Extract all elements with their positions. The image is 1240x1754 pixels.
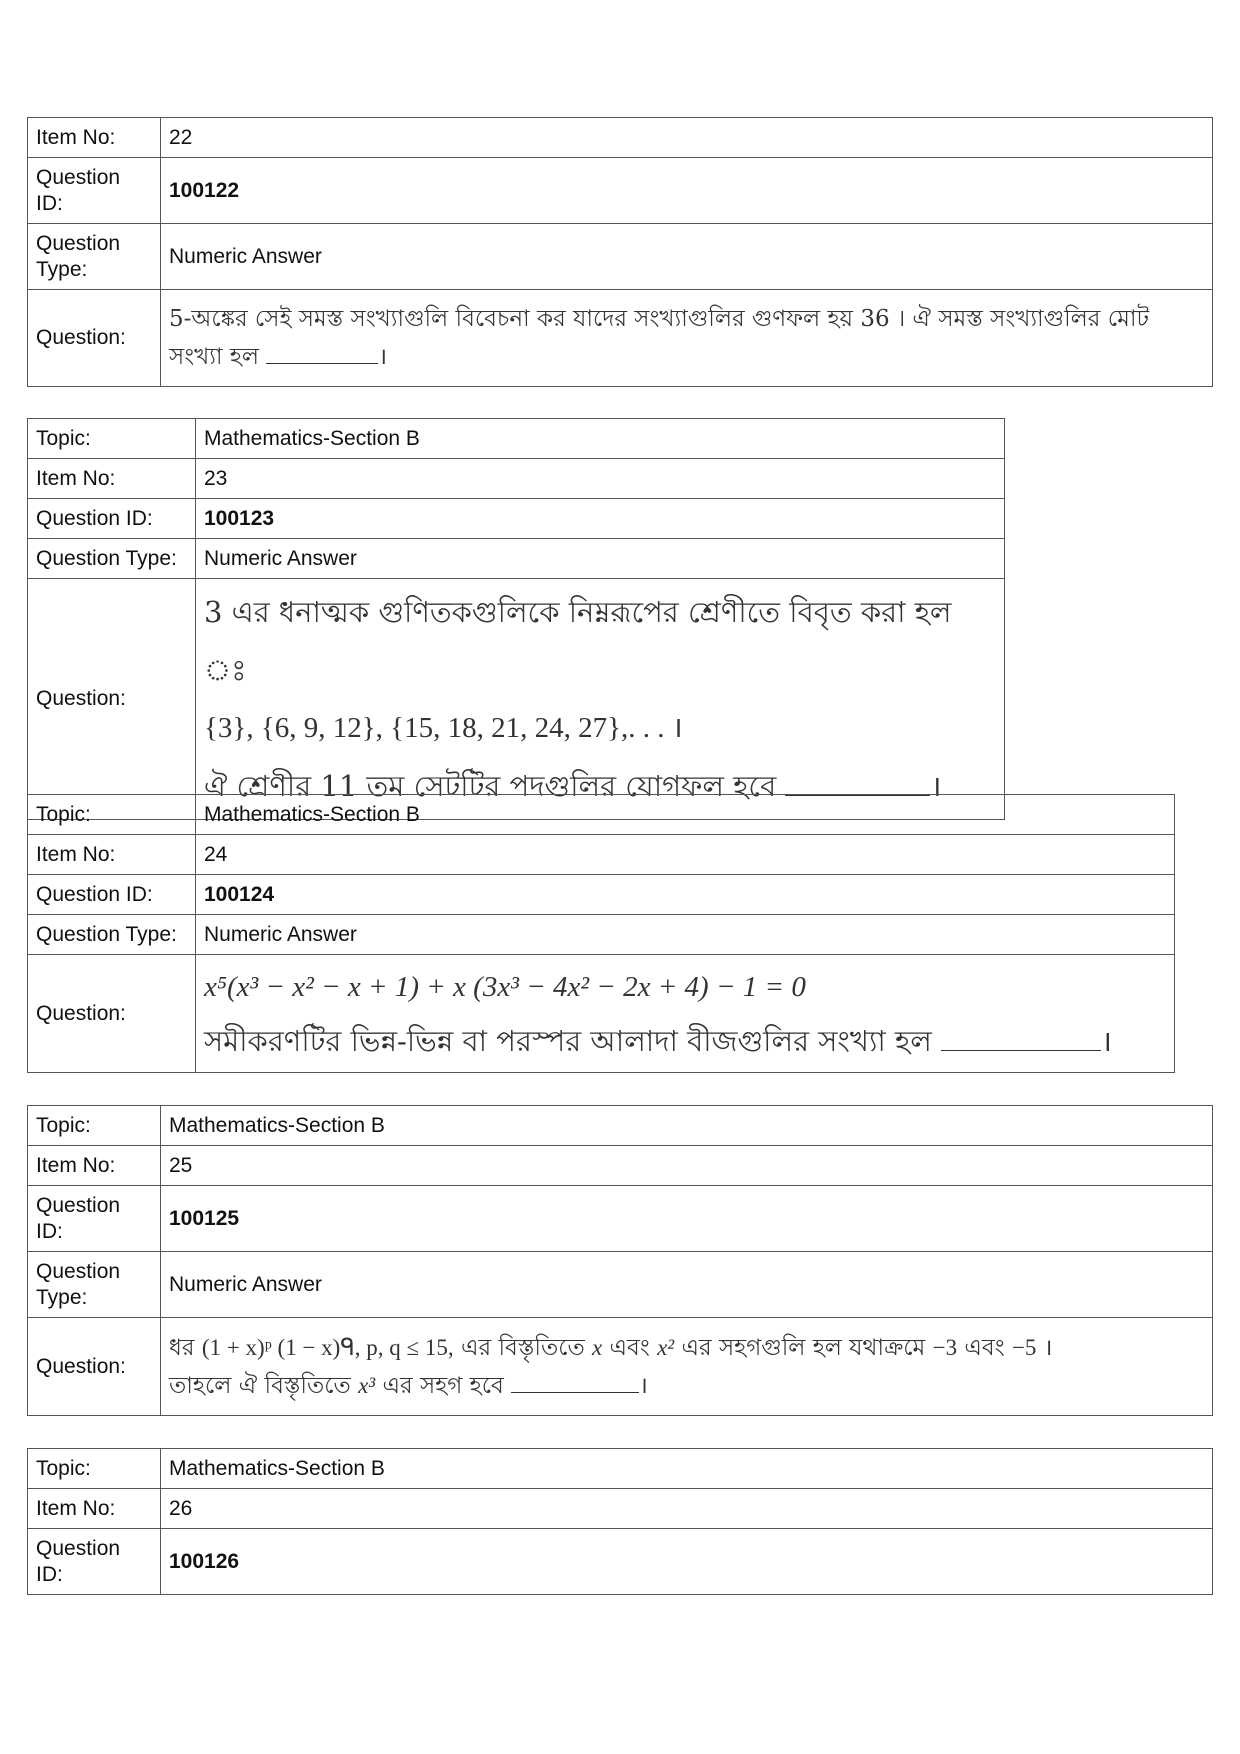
- question-id-value: 100122: [161, 158, 1213, 224]
- item-no-value: 25: [161, 1146, 1213, 1186]
- question-type-value: Numeric Answer: [196, 539, 1005, 579]
- question-text: [196, 955, 1175, 1073]
- question-type-label: Question Type:: [28, 539, 196, 579]
- question-label: Question:: [28, 579, 196, 820]
- question-id-value: 100126: [161, 1529, 1213, 1595]
- row-question: [28, 955, 1175, 1073]
- row-question: [28, 579, 1005, 820]
- row-question-type: [28, 1252, 1213, 1318]
- question-table-23: [27, 418, 1005, 820]
- row-question-type: [28, 224, 1213, 290]
- question-id-value: 100124: [196, 875, 1175, 915]
- row-topic: [28, 419, 1005, 459]
- topic-label: Topic:: [28, 419, 196, 459]
- question-text: [196, 579, 1005, 820]
- row-question: [28, 290, 1213, 387]
- item-no-label: Item No:: [28, 118, 161, 158]
- question-type-label: Question Type:: [28, 224, 161, 290]
- item-no-value: 26: [161, 1489, 1213, 1529]
- row-question: [28, 1318, 1213, 1416]
- topic-value: Mathematics-Section B: [196, 419, 1005, 459]
- question-line-1: 3 এর ধনাত্মক গুণিতকগুলিকে নিম্নরূপের শ্রেণীতে বিবৃত করা হল ঃ: [204, 595, 952, 687]
- item-no-label: Item No:: [28, 459, 196, 499]
- question-id-value: 100125: [161, 1186, 1213, 1252]
- item-no-value: 24: [196, 835, 1175, 875]
- row-item-no: [28, 1146, 1213, 1186]
- question-type-value: Numeric Answer: [161, 224, 1213, 290]
- row-question-id: [28, 158, 1213, 224]
- row-question-id: [28, 499, 1005, 539]
- topic-label: Topic:: [28, 1106, 161, 1146]
- question-type-value: Numeric Answer: [196, 915, 1175, 955]
- question-table-26: [27, 1448, 1213, 1595]
- topic-label: Topic:: [28, 795, 196, 835]
- item-no-value: 22: [161, 118, 1213, 158]
- row-question-id: [28, 875, 1175, 915]
- topic-value: Mathematics-Section B: [196, 795, 1175, 835]
- question-id-value: 100123: [196, 499, 1005, 539]
- question-line-2: তাহলে ঐ বিস্তৃতিতে x³ এর সহগ হবে ।: [169, 1367, 1204, 1405]
- row-question-id: [28, 1186, 1213, 1252]
- row-topic: [28, 1449, 1213, 1489]
- question-table-24: [27, 794, 1175, 1073]
- answer-blank: [941, 1021, 1101, 1051]
- row-question-id: [28, 1529, 1213, 1595]
- question-table-22: [27, 117, 1213, 387]
- row-topic: [28, 1106, 1213, 1146]
- question-text: [161, 290, 1213, 387]
- question-type-label: Question Type:: [28, 915, 196, 955]
- question-line-1: ধর (1 + x)ᵖ (1 − x)ᑫ, p, q ≤ 15, এর বিস্তৃতিতে x এবং x² এর সহগগুলি হল যথাক্রমে −3 এবং −5 ।: [169, 1334, 1053, 1361]
- question-id-label: Question ID:: [28, 875, 196, 915]
- item-no-label: Item No:: [28, 1489, 161, 1529]
- answer-blank: [785, 766, 930, 796]
- item-no-label: Item No:: [28, 835, 196, 875]
- question-id-label: Question ID:: [28, 499, 196, 539]
- row-item-no: [28, 459, 1005, 499]
- item-no-value: 23: [196, 459, 1005, 499]
- question-line-2: সমীকরণটির ভিন্ন-ভিন্ন বা পরস্পর আলাদা বীজগুলির সংখ্যা হল ।: [204, 1014, 1166, 1068]
- topic-label: Topic:: [28, 1449, 161, 1489]
- question-line-2: {3}, {6, 9, 12}, {15, 18, 21, 24, 27},. . . ।: [204, 712, 683, 744]
- answer-blank: [266, 340, 378, 364]
- question-table-25: [27, 1105, 1213, 1416]
- question-id-label: Question ID:: [28, 1529, 161, 1595]
- item-no-label: Item No:: [28, 1146, 161, 1186]
- question-text: [161, 1318, 1213, 1416]
- question-line-2: সংখ্যা হল ।: [169, 338, 1204, 376]
- row-topic: [28, 795, 1175, 835]
- question-id-label: Question ID:: [28, 1186, 161, 1252]
- question-line-1: 5-অঙ্কের সেই সমস্ত সংখ্যাগুলি বিবেচনা কর যাদের সংখ্যাগুলির গুণফল হয় 36 । ঐ সমস্ত সংখ্যাগুলির মোট: [169, 306, 1150, 332]
- question-id-label: Question ID:: [28, 158, 161, 224]
- question-label: Question:: [28, 1318, 161, 1416]
- question-equation: x⁵(x³ − x² − x + 1) + x (3x³ − 4x² − 2x + 4) − 1 = 0: [204, 970, 806, 1003]
- row-question-type: [28, 539, 1005, 579]
- question-label: Question:: [28, 955, 196, 1073]
- question-label: Question:: [28, 290, 161, 387]
- question-line-3: ঐ শ্রেণীর 11 তম সেটটির পদগুলির যোগফল হবে ।: [204, 757, 996, 815]
- row-item-no: [28, 1489, 1213, 1529]
- row-item-no: [28, 118, 1213, 158]
- topic-value: Mathematics-Section B: [161, 1106, 1213, 1146]
- row-question-type: [28, 915, 1175, 955]
- topic-value: Mathematics-Section B: [161, 1449, 1213, 1489]
- row-item-no: [28, 835, 1175, 875]
- question-type-label: Question Type:: [28, 1252, 161, 1318]
- answer-blank: [511, 1369, 639, 1393]
- question-type-value: Numeric Answer: [161, 1252, 1213, 1318]
